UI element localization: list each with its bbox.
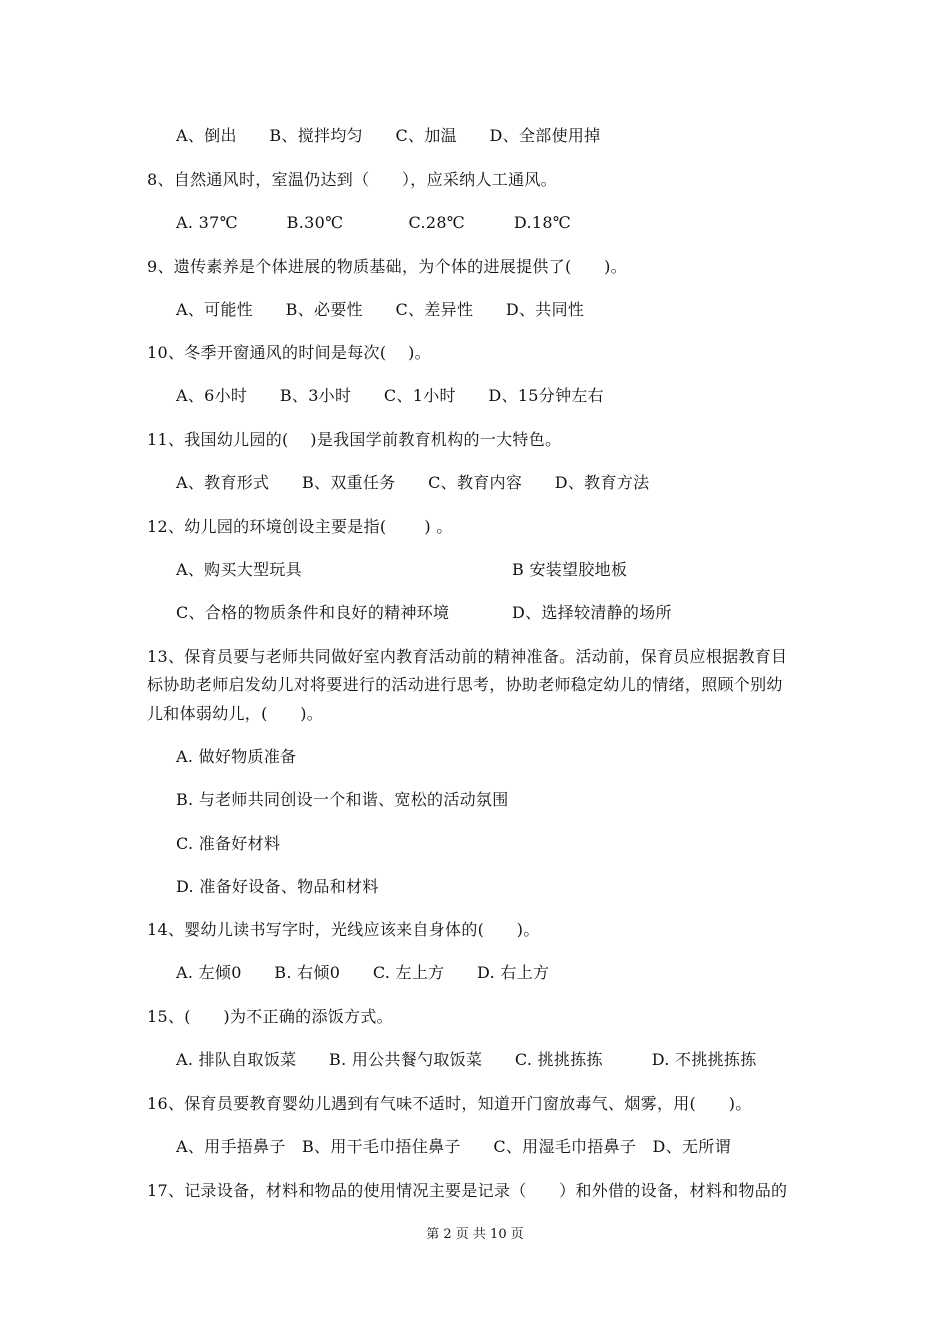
q11-question: 11、我国幼儿园的( )是我国学前教育机构的一大特色。 — [147, 430, 562, 449]
q12-option-b: B 安装望胶地板 — [512, 560, 628, 579]
q13-question-line1: 13、保育员要与老师共同做好室内教育活动前的精神准备。活动前，保育员应根据教育目 — [147, 647, 788, 666]
q8-options: A. 37℃ B.30℃ C.28℃ D.18℃ — [176, 213, 572, 232]
q13-question-line3: 儿和体弱幼儿，( )。 — [147, 704, 324, 723]
q16-options: A、用手捂鼻子 B、用干毛巾捂住鼻子 C、用湿毛巾捂鼻子 D、无所谓 — [176, 1137, 731, 1156]
q12-option-a: A、购买大型玩具 — [176, 560, 302, 579]
q7-options: A、倒出 B、搅拌均匀 C、加温 D、全部使用掉 — [176, 126, 601, 145]
q9-question: 9、遗传素养是个体进展的物质基础，为个体的进展提供了( )。 — [147, 257, 627, 276]
q13-option-b: B. 与老师共同创设一个和谐、宽松的活动氛围 — [176, 790, 509, 809]
q13-option-c: C. 准备好材料 — [176, 834, 281, 853]
q13-option-a: A. 做好物质准备 — [176, 747, 297, 766]
q12-option-d: D、选择较清静的场所 — [512, 603, 672, 622]
q13-option-d: D. 准备好设备、物品和材料 — [176, 877, 379, 896]
q10-options: A、6小时 B、3小时 C、1小时 D、15分钟左右 — [176, 386, 604, 405]
q10-question: 10、冬季开窗通风的时间是每次( )。 — [147, 343, 431, 362]
q14-question: 14、婴幼儿读书写字时，光线应该来自身体的( )。 — [147, 920, 540, 939]
q12-option-c: C、合格的物质条件和良好的精神环境 — [176, 603, 450, 622]
q8-question: 8、自然通风时，室温仍达到（ ），应采纳人工通风。 — [147, 170, 557, 189]
q11-options: A、教育形式 B、双重任务 C、教育内容 D、教育方法 — [176, 473, 650, 492]
q9-options: A、可能性 B、必要性 C、差异性 D、共同性 — [176, 300, 585, 319]
page-footer: 第 2 页 共 10 页 — [426, 1227, 524, 1242]
q16-question: 16、保育员要教育婴幼儿遇到有气味不适时，知道开门窗放毒气、烟雾，用( )。 — [147, 1094, 752, 1113]
q15-options: A. 排队自取饭菜 B. 用公共餐勺取饭菜 C. 挑挑拣拣 D. 不挑挑拣拣 — [176, 1050, 757, 1069]
q12-question: 12、幼儿园的环境创设主要是指( ) 。 — [147, 517, 453, 536]
q17-question: 17、记录设备，材料和物品的使用情况主要是记录（ ）和外借的设备，材料和物品的 — [147, 1181, 788, 1200]
q13-question-line2: 标协助老师启发幼儿对将要进行的活动进行思考，协助老师稳定幼儿的情绪，照顾个别幼 — [147, 675, 783, 694]
q15-question: 15、( )为不正确的添饭方式。 — [147, 1007, 393, 1026]
q14-options: A. 左倾0 B. 右倾0 C. 左上方 D. 右上方 — [176, 963, 550, 982]
